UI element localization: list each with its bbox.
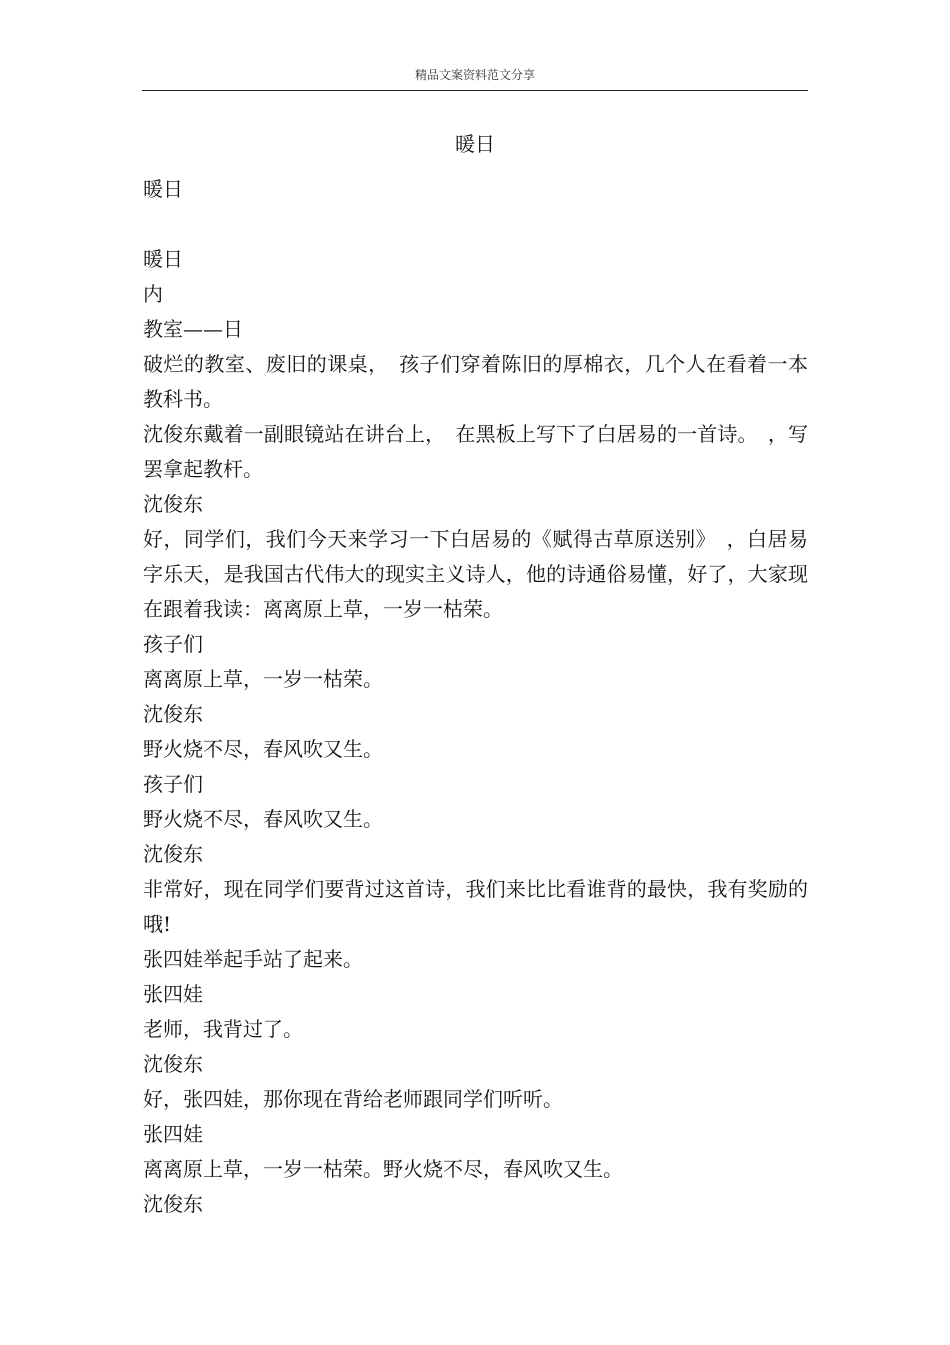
blank-line — [143, 207, 808, 242]
speaker-name: 孩子们 — [143, 632, 203, 656]
speaker-name: 沈俊东 — [143, 702, 203, 726]
header-divider — [142, 90, 808, 91]
scene-heading: 教室——日 — [143, 317, 243, 341]
scene-location-type: 内 — [143, 282, 163, 306]
speaker-name: 张四娃 — [143, 982, 203, 1006]
dialogue-line: 离离原上草，一岁一枯荣。 — [143, 667, 383, 691]
document-body — [143, 172, 808, 1222]
paragraph: 暖日 — [143, 177, 183, 201]
scene-title: 暖日 — [143, 247, 183, 271]
action-paragraph: 破烂的教室、废旧的课桌， 孩子们穿着陈旧的厚棉衣，几个人在看着一本教科书。 — [143, 352, 808, 411]
dialogue-line: 好，张四娃，那你现在背给老师跟同学们听听。 — [143, 1087, 563, 1111]
action-paragraph: 张四娃举起手站了起来。 — [143, 947, 363, 971]
document-title: 暖日 — [455, 132, 495, 156]
dialogue-line: 非常好，现在同学们要背过这首诗，我们来比比看谁背的最快，我有奖励的哦! — [143, 877, 808, 936]
action-paragraph: 沈俊东戴着一副眼镜站在讲台上， 在黑板上写下了白居易的一首诗。 ，写罢拿起教杆。 — [143, 422, 808, 481]
dialogue-line: 离离原上草，一岁一枯荣。野火烧不尽，春风吹又生。 — [143, 1157, 623, 1181]
dialogue-line: 老师，我背过了。 — [143, 1017, 303, 1041]
speaker-name: 孩子们 — [143, 772, 203, 796]
speaker-name: 沈俊东 — [143, 1192, 203, 1216]
speaker-name: 沈俊东 — [143, 842, 203, 866]
running-header: 精品文案资料范文分享 — [414, 68, 535, 82]
dialogue-line: 野火烧不尽，春风吹又生。 — [143, 737, 383, 761]
speaker-name: 张四娃 — [143, 1122, 203, 1146]
dialogue-line: 好，同学们，我们今天来学习一下白居易的《赋得古草原送别》 ，白居易字乐天，是我国古代伟大的现实主义诗人，他的诗通俗易懂，好了，大家现在跟着我读：离离原上草，一岁一枯荣。 — [143, 527, 808, 621]
speaker-name: 沈俊东 — [143, 1052, 203, 1076]
speaker-name: 沈俊东 — [143, 492, 203, 516]
dialogue-line: 野火烧不尽，春风吹又生。 — [143, 807, 383, 831]
